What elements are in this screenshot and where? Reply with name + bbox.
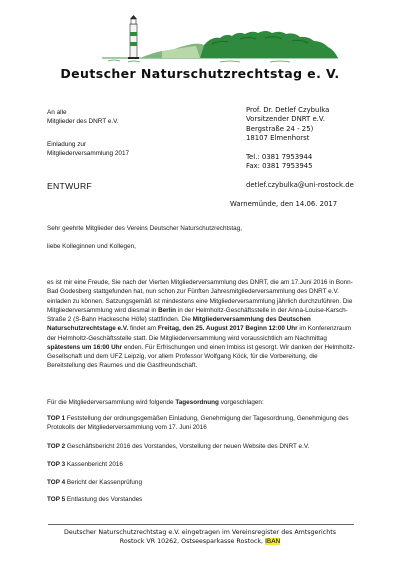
footer-line: Deutscher Naturschutzrechtstag e.V. eingetragen im Vereinsregister des Amtsgerichts bbox=[64, 529, 336, 536]
paragraph-text: enden. Für Erfrischungen und einen Imbiss ist gesorgt. Wir danken der Helmholtz-Gesellschaft und dem UFZ Leipzig, vor allem Professor Wolfgang Köck, für die Vorbereitung, die Bereitstellung des Raumes und die Gastfreundschaft. bbox=[47, 343, 355, 370]
sender-name: Prof. Dr. Detlef Czybulka bbox=[246, 106, 330, 114]
recipient-block bbox=[47, 108, 119, 126]
agenda-intro-text: Für die Mitgliederversammlung wird folgende bbox=[47, 399, 176, 406]
sender-city: 18107 Elmenhorst bbox=[246, 134, 310, 143]
agenda-item-text: Bericht der Kassenprüfung bbox=[65, 479, 142, 486]
organization-name: Deutscher Naturschutzrechtstag e. V. bbox=[60, 66, 340, 81]
subject-line: Mitgliederversammlung 2017 bbox=[47, 150, 130, 158]
agenda-item bbox=[47, 442, 357, 451]
agenda-item-label: TOP 3 bbox=[47, 461, 66, 468]
greeting-line: Sehr geehrte Mitglieder des Vereins Deutscher Naturschutzrechtstag, bbox=[47, 225, 242, 232]
footer bbox=[0, 528, 400, 546]
sender-role: Vorsitzender DNRT e.V. bbox=[246, 115, 325, 124]
agenda-intro-text: vorgeschlagen: bbox=[218, 399, 264, 406]
agenda-item bbox=[47, 495, 357, 504]
agenda-item-text: Kassenbericht 2016 bbox=[65, 461, 123, 468]
agenda-item-text: Feststellung der ordnungsgemäßen Einladung, Genehmigung der Tagesordnung, Genehmigung des Protokolls der Mitgliederversammlung vom 17. Juni 2016 bbox=[47, 415, 349, 432]
sender-tel: Tel.: 0381 7953944 bbox=[246, 152, 313, 161]
subject-line: Einladung zur bbox=[47, 141, 87, 148]
paragraph-text: in der Helmholtz-Geschäftsstelle in der Anna-Louise-Karsch-Straße 2 (S-Bahn Hackesche Höfe) stattfinden. Die bbox=[47, 306, 348, 323]
footer-divider bbox=[48, 524, 354, 525]
sender-fax: Fax: 0381 7953945 bbox=[246, 162, 313, 171]
paragraph-text: findet am bbox=[128, 325, 158, 333]
agenda-item bbox=[47, 414, 357, 433]
paragraph-bold: Mitgliederversammlung des Deutschen Naturschutzrechtstage e.V. bbox=[47, 316, 311, 333]
invitation-paragraph bbox=[47, 278, 357, 371]
agenda-item-text: Entlastung des Vorstandes bbox=[65, 496, 143, 503]
agenda-item-label: TOP 1 bbox=[47, 415, 66, 422]
footer-line bbox=[0, 537, 400, 546]
recipient-line: Mitglieder des DNRT e.V. bbox=[47, 118, 119, 126]
sender-email[interactable]: detlef.czybulka@uni-rostock.de bbox=[246, 181, 354, 190]
agenda-item-label: TOP 2 bbox=[47, 443, 66, 450]
paragraph-text: im Konferenzraum der Helmholtz-Geschäftsstelle statt. Die Mitgliederversammlung wird voraussichtlich am Nachmittag bbox=[47, 325, 352, 342]
agenda-item bbox=[47, 460, 357, 469]
agenda-intro bbox=[47, 398, 357, 407]
footer-iban: IBAN bbox=[265, 538, 281, 545]
greeting-line: liebe Kolleginnen und Kollegen, bbox=[47, 243, 136, 250]
agenda-item-text: Geschäftsbericht 2016 des Vorstandes, Vorstellung der neuen Website des DNRT e.V. bbox=[65, 443, 310, 450]
agenda-intro-bold: Tagesordnung bbox=[175, 399, 219, 406]
subject-block bbox=[47, 140, 129, 158]
sender-street: Bergstraße 24 - 25) bbox=[246, 124, 314, 133]
paragraph-text: es ist mir eine Freude, Sie nach der Vierten Mitgliederversammlung des DNRT, die am 17.Juni 2016 in Bonn-Bad Godesberg stattgefunden hat, nun schon zur Fünften Jahresmitgliederversammlung des DNRT e.V. einladen zu können. Satzungsgemäß ist mindestens eine Mitgliederversammlung jährlich durchzuführen. Die Mitgliederversammlung wird diesmal in bbox=[47, 279, 353, 314]
lighthouse-landscape-logo bbox=[100, 14, 340, 66]
paragraph-bold: Berlin bbox=[158, 306, 177, 314]
agenda-item-label: TOP 4 bbox=[47, 479, 66, 486]
agenda-item-label: TOP 5 bbox=[47, 496, 66, 503]
sender-block bbox=[246, 106, 354, 191]
agenda-item bbox=[47, 478, 357, 487]
recipient-line: An alle bbox=[47, 109, 67, 116]
dateline: Warnemünde, den 14.06. 2017 bbox=[230, 200, 338, 208]
paragraph-bold: spätestens um 16:00 Uhr bbox=[47, 343, 123, 351]
paragraph-bold: Freitag, den 25. August 2017 Beginn 12:00 Uhr bbox=[157, 325, 298, 333]
footer-bank: Rostock VR 10262, Ostseesparkasse Rostock, bbox=[119, 538, 266, 545]
draft-heading: ENTWURF bbox=[47, 181, 93, 191]
